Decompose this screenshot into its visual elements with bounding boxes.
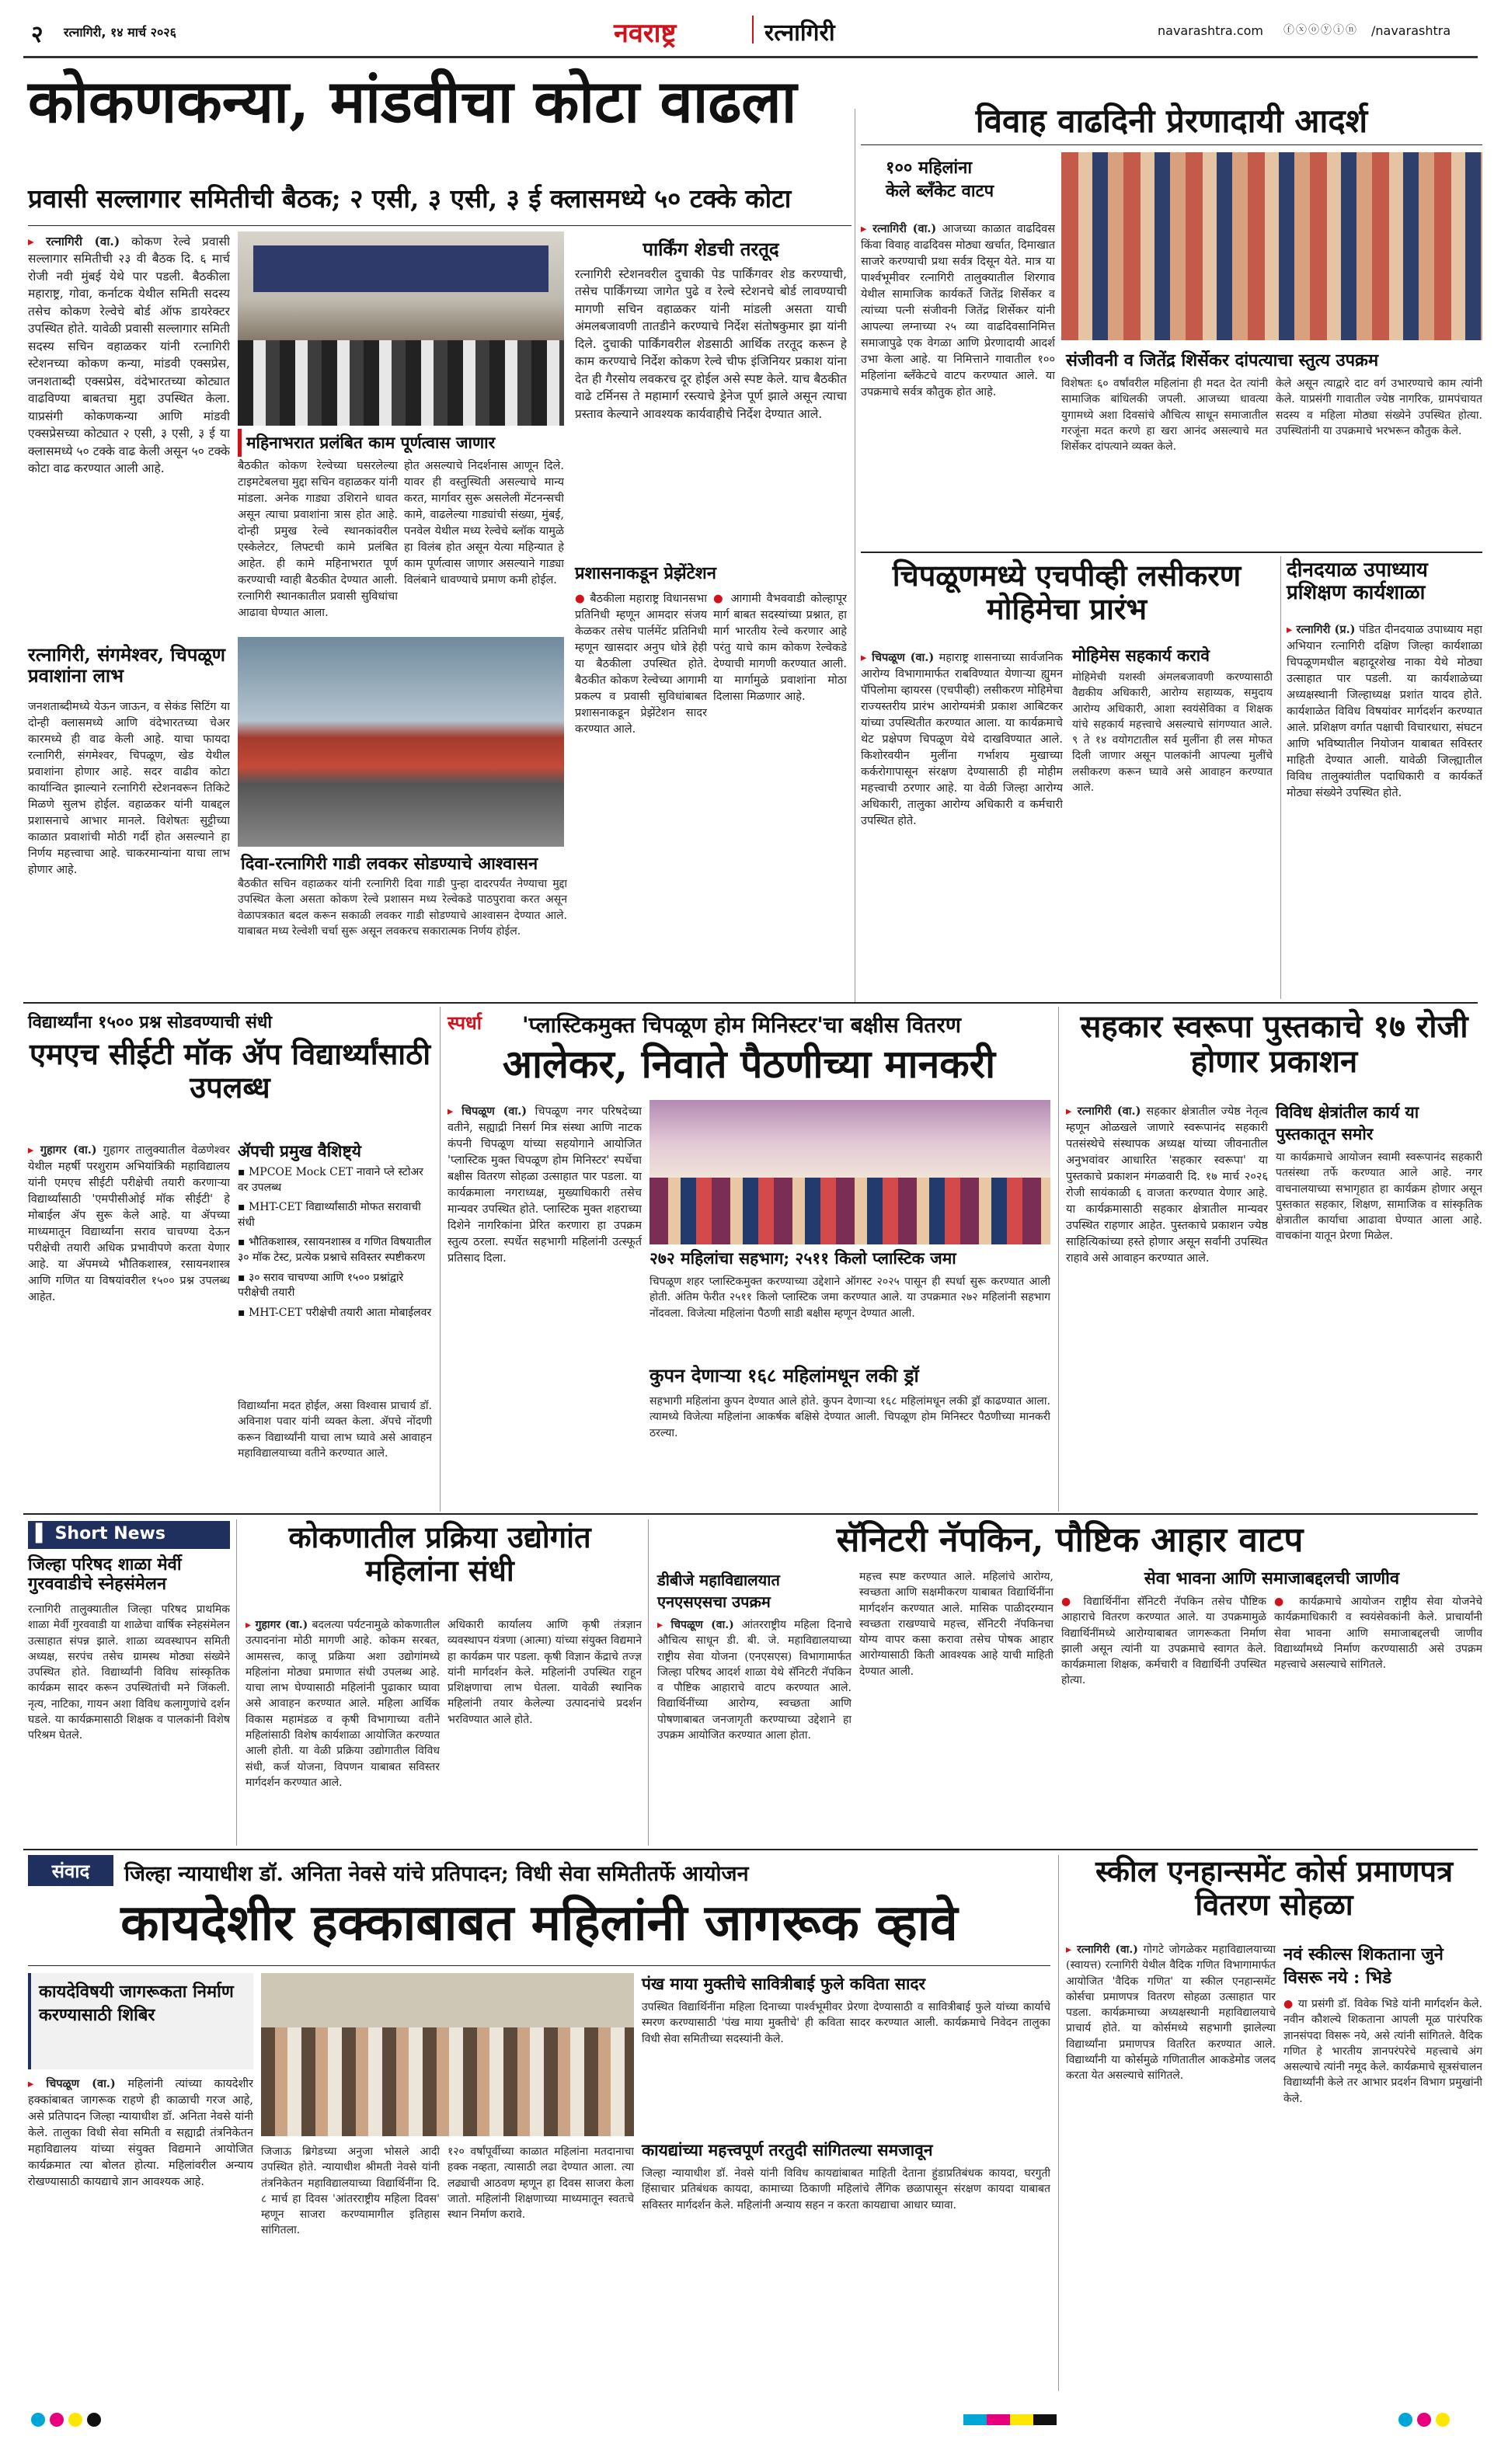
law-provisions-body: जिल्हा न्यायाधीश डॉ. नेवसे यांनी विविध कायद्यांबाबत माहिती देताना हुंडाप्रतिबंधक कायदा, घरगुती हिंसाचार प्रतिबंधक कायदा, कामाच्या ठिकाणी महिलांचे लैंगिक छळापासून संरक्षण कायदा याबाबत सविस्तर मार्गदर्शन केले. महिलांनी अन्याय सहन न करता कायद्याचा आधार घ्यावा. [642,2167,1050,2212]
masthead [0,0,1501,62]
city-edition: रत्नागिरी [764,19,835,47]
cet-features-list [238,1165,432,1325]
contest-tag: स्पर्धा [448,1011,482,1034]
hpv-headline: चिपळूणमध्ये एचपीव्ही लसीकरण मोहिमेचा प्रारंभ [892,558,1242,626]
wedding-body-2: विशेषतः ६० वर्षांवरील महिलांना ही मदत देत त्यांनी सामाजिक बांधिलकी जपली. आजच्या धावत्या युगामध्ये अशा दिवसांचे औचित्य साधून समाजातील गरजूंना मदत करणे हा खरा आनंद असल्याचे मत शिर्सेकर दांपत्याने व्यक्त केले. [1061,378,1268,454]
color-marks [31,2408,1468,2431]
hpv-subhead: मोहिमेस सहकार्य करावे [1072,646,1210,665]
sanitary-sub-2: एनएसएसचा उपक्रम [657,1592,771,1611]
law-body-2: जिजाऊ ब्रिगेडच्या अनुजा भोसले आदी उपस्थित होते. न्यायाधीश श्रीमती नेवसे यांनी तंत्रनिकेतन महाविद्यालयाच्या विद्यार्थिनींना दि. ८ मार्च हा दिवस 'आंतरराष्ट्रीय महिला दिवस' म्हणून साजरा करण्यामागील इतिहास सांगितला. [261,2146,440,2237]
website[interactable]: navarashtra.com [1158,23,1263,38]
presentation-body-2: ● आगामी वैभववाडी कोल्हापूर मार्ग बाबत सदस्यांच्या प्रश्नात, हा मार्ग भारतीय रेल्वे करणार आहे परंतु याचे काम कोकण रेल्वेकडे देण्याची मागणी करण्यात आली. या मार्गामुळे प्रवाशांना मोठा दिलासा मिळणार आहे. [713,592,847,704]
cet-headline: एमएच सीईटी मॉक ॲप विद्यार्थ्यांसाठी उपलब्ध [29,1036,431,1105]
book-headline: सहकार स्वरूपा पुस्तकाचे १७ रोजी होणार प्रकाशन [1080,1008,1468,1080]
wedding-headline: विवाह वाढदिनी प्रेरणादायी आदर्श [975,102,1368,140]
news-icon: ▌ [36,1524,55,1543]
poem-head: पंख माया मुक्तीचे सावित्रीबाई फुले कविता सादर [642,1974,926,1993]
law-photo [261,1973,634,2136]
skill-body: ▸ रत्नागिरी (वा.) गोगटे जोगळेकर महाविद्यालयाच्या (स्वायत्त) रत्नागिरी येथील वैदिक गणित विभागामार्फत आयोजित 'वैदिक गणित' या स्कील एनहान्समेंट कोर्सचा प्रमाणपत्र वितरण सोहळा उत्साहात पार पडला. कार्यक्रमाच्या अध्यक्षस्थानी महाविद्यालयाचे प्राचार्य होते. या कोर्समध्ये सहभागी झालेल्या विद्यार्थ्यांना प्रमाणपत्र वितरित करण्यात आले. विद्यार्थ्यांनी या कोर्समुळे गणितातील आकडेमोड जलद करता येत असल्याचे सांगितले. [1066,1944,1276,2083]
meeting-photo [238,231,564,426]
short-news-body: रत्नागिरी तालुक्यातील जिल्हा परिषद प्राथमिक शाळा मेर्वी गुरववाडी या शाळेचा वार्षिक स्नेहसंमेलन उत्साहात संपन्न झाले. शाळा व्यवस्थापन समिती अध्यक्ष, सरपंच तसेच ग्रामस्थ मोठ्या संख्येने उपस्थित होते. विद्यार्थ्यांनी विविध सांस्कृतिक कार्यक्रम सादर करून उपस्थितांची मने जिंकली. नृत्य, नाटिका, गायन अशा विविध कलागुणांचे दर्शन घडले. या कार्यक्रमासाठी शिक्षक व पालकांनी विशेष परिश्रम घेतले. [28,1603,230,1742]
law-body: ▸ चिपळूण (वा.) महिलांनी त्यांच्या कायदेशीर हक्कांबाबत जागरूक राहणे ही काळाची गरज आहे, असे प्रतिपादन जिल्हा न्यायाधीश डॉ. अनिता नेवसे यांनी केले. तालुका विधी सेवा समिती व सह्याद्री तंत्रनिकेतन महाविद्यालय यांच्या संयुक्त विद्यमाने आयोजित कार्यक्रमात त्या बोलत होत्या. महिलांवरील अन्याय रोखण्यासाठी कायद्याचे ज्ञान आवश्यक आहे. [28,2077,253,2189]
short-news-headline: जिल्हा परिषद शाळा मेर्वी गुरववाडीचे स्नेहसंमेलन [28,1554,182,1594]
training-headline: दीनदयाळ उपाध्याय प्रशिक्षण कार्यशाळा [1287,559,1428,605]
wedding-subhead-2: केले ब्लँकेट वाटप [886,181,994,201]
lead-body-2: बैठकीत कोकण रेल्वेच्या घसरलेल्या टाइमटेबलचा मुद्दा सचिन वहाळकर यांनी मांडला. अनेक गाड्या उशिराने धावत असून त्याचा प्रवाशांना त्रास होत आहे. दोन्ही प्रमुख रेल्वे स्थानकांवरील एस्केलेटर, लिफ्टची कामे प्रलंबित आहेत. ही कामे महिनाभरात पूर्ण करण्याची ग्वाही बैठकीत देण्यात आली. रत्नागिरी स्थानकातील प्रवासी सुविधांचा आढावा घेण्यात आला. [238,460,398,620]
book-subhead: विविध क्षेत्रांतील कार्य या पुस्तकातून समोर [1276,1102,1419,1143]
contest-headline-1: 'प्लास्टिकमुक्त चिपळूण होम मिनिस्टर'चा बक्षीस वितरण [522,1012,962,1038]
sanitary-headline: सॅनिटरी नॅपकिन, पौष्टिक आहार वाटप [836,1520,1304,1560]
skill-subhead: नवं स्कील्स शिकताना जुने विसरू नये : भिडे [1283,1944,1444,1988]
presentation-body-1: ● बैठकीला महाराष्ट्र विधानसभा प्रतिनिधी म्हणून आमदार संजय केळकर तसेच पार्लमेंट प्रतिनिधी म्हणून खासदार अनुप धोत्रे हेही या बैठकीला उपस्थित होते. बैठकीत कोकण रेल्वेच्या आगामी प्रकल्प व प्रवासी सुविधांबाबत प्रशासनाकडून प्रेझेंटेशन सादर करण्यात आले. [575,592,707,736]
lead-body-3: होत असल्याचे निदर्शनास आणून दिले. यावर ही वस्तुस्थिती असल्याचे मान्य करत, मार्गावर सुरू असलेली मेंटनन्सची कामे, वाढलेल्या गाड्यांची संख्या, मुंबई, पनवेल येथील मध्य रेल्वेचे ब्लॉक यामुळे हा विलंब होत असून येत्या महिन्यात हे काम पूर्णत्वास जाणार असल्याने गाड्या विलंबाने धावण्याचे प्रमाण कमी होईल. [404,460,564,587]
samvad-tag: संवाद [28,1855,113,1886]
wedding-body-3: केले असून त्याद्वारे दाट वर्ग उभारण्याचे काम त्यांनी केले. याप्रसंगी गावातील ज्येष्ठ नागरिक, ग्रामपंचायत सदस्य व महिला मोठ्या संख्येने उपस्थित होत्या. उपस्थितांनी या उपक्रमाचे भरभरून कौतुक केले. [1276,378,1482,437]
passenger-body: जनशताब्दीमध्ये येऊन जाऊन, व सेकंड सिटिंग या दोन्ही क्लासमध्ये आणि वंदेभारतच्या चेअर कारमध्ये ही वाढ केली आहे. याचा फायदा रत्नागिरी, संगमेश्वर, चिपळूण, खेड येथील प्रवाशांना होणार आहे. सदर वाढीव कोटा कार्यान्वित झाल्याने रत्नागिरी स्टेशनवरून तिकिटे मिळणे सुलभ होईल. वहाळकर यांनी याबद्दल प्रशासनाचे आभार मानले. विशेषतः सुट्टीच्या काळात प्रवाशांची मोठी गर्दी होत असल्याने हा निर्णय महत्त्वाचा आहे. चाकरमान्यांना याचा लाभ होणार आहे. [28,701,230,877]
contest-photo [650,1100,1050,1244]
page-date: रत्नागिरी, १४ मार्च २०२६ [64,25,176,40]
wedding-subhead-1: १०० महिलांना [886,158,973,178]
social-icons[interactable]: ⓕⓧⓞⓨⓘⓝ [1283,24,1358,37]
feature-item: ▪ MPCOE Mock CET नावाने प्ले स्टोअर वर उपलब्ध [238,1166,423,1194]
wedding-caption: संजीवनी व जितेंद्र शिर्सेकर दांपत्याचा स्तुत्य उपक्रम [1066,350,1379,371]
industry-headline: कोकणातील प्रक्रिया उद्योगांत महिलांना संधी [288,1519,591,1588]
cet-features-head: ॲपची प्रमुख वैशिष्ट्ये [238,1141,361,1161]
feature-item: ▪ MHT-CET विद्यार्थ्यांसाठी मोफत सरावाची संधी [238,1201,421,1229]
law-provisions-head: कायद्यांच्या महत्त्वपूर्ण तरतुदी सांगितल्या समजावून [642,2140,933,2159]
book-body-2: या कार्यक्रमाचे आयोजन स्वामी स्वरूपानंद सहकारी पतसंस्था तर्फे करण्यात आले आहे. नगर वाचनालयाच्या सभागृहात हा कार्यक्रम होणार असून पुस्तकात सहकार, शिक्षण, सामाजिक व सांस्कृतिक क्षेत्रातील कार्याचा आढावा घेण्यात आला आहे. वाचकांना यातून प्रेरणा मिळेल. [1276,1151,1482,1243]
contest-headline-2: आलेकर, निवाते पैठणीच्या मानकरी [502,1041,996,1087]
sanitary-body-4: ● कार्यक्रमाचे आयोजन राष्ट्रीय सेवा योजनेचे कार्यक्रमाधिकारी व स्वयंसेवकांनी केले. प्राचार्यांनी सेवा भावना आणि समाजाबद्दलची जाणीव विद्यार्थ्यांमध्ये निर्माण करण्यासाठी असे उपक्रम महत्त्वाचे असल्याचे सांगितले. [1274,1596,1482,1672]
sanitary-body: ▸ चिपळूण (वा.) आंतरराष्ट्रीय महिला दिनाचे औचित्य साधून डी. बी. जे. महाविद्यालयाच्या राष्ट्रीय सेवा योजना (एनएसएस) विभागामार्फत जिल्हा परिषद आदर्श शाळा येथे सॅनिटरी नॅपकिन व पौष्टिक आहाराचे वाटप करण्यात आले. विद्यार्थिनींच्या आरोग्य, स्वच्छता आणि पोषणाबाबत जनजागृती करण्याच्या उद्देशाने हा उपक्रम आयोजित करण्यात आला होता. [657,1619,851,1742]
social-handle[interactable]: /navarashtra [1371,23,1451,38]
industry-body: ▸ गुहागर (वा.) बदलत्या पर्यटनामुळे कोकणातील उत्पादनांना मोठी मागणी आहे. कोकम सरबत, आमसत्त्व, काजू प्रक्रिया अशा उद्योगांमध्ये महिलांना मोठ्या प्रमाणात संधी उपलब्ध आहे. याचा लाभ घेण्यासाठी महिलांनी पुढाकार घ्यावा असे आवाहन करण्यात आले. महिला आर्थिक विकास महामंडळ व कृषी विभागाच्या वतीने महिलांसाठी विशेष कार्यशाळा आयोजित करण्यात आली होती. या वेळी प्रक्रिया उद्योगातील विविध संधी, कर्ज योजना, विपणन याबाबत सविस्तर मार्गदर्शन करण्यात आले. [246,1619,440,1789]
contest-body: ▸ चिपळूण (वा.) चिपळूण नगर परिषदेच्या वतीने, सह्याद्री निसर्ग मित्र संस्था आणि नाटक कंपनी चिपळूण यांच्या सहयोगाने आयोजित 'प्लास्टिक मुक्त चिपळूण होम मिनिस्टर' स्पर्धेचा बक्षीस वितरण सोहळा उत्साहात पार पडला. या कार्यक्रमाला नगराध्यक्ष, मुख्याधिकारी तसेच मान्यवर उपस्थित होते. प्लास्टिक मुक्त शहराच्या दिशेने नागरिकांना प्रेरित करणारा हा उपक्रम स्तुत्य ठरला. स्पर्धेत सहभागी महिलांनी उत्स्फूर्त प्रतिसाद दिला. [448,1105,642,1265]
feature-item: ▪ ३० सराव चाचण्या आणि १५०० प्रश्नांद्वारे परीक्षेची तयारी [238,1271,404,1300]
lead-subheadline: प्रवासी सल्लागार समितीची बैठक; २ एसी, ३ एसी, ३ ई क्लासमध्ये ५० टक्के कोटा [28,183,792,214]
cet-body-2: विद्यार्थ्यांना मदत होईल, असा विश्वास प्राचार्य डॉ. अविनाश पवार यांनी व्यक्त केला. ॲपचे नोंदणी करून विद्यार्थ्यांनी याचा लाभ घ्यावे असे आवाहन महाविद्यालयाच्या वतीने करण्यात आले. [238,1400,432,1460]
cet-topline: विद्यार्थ्यांना १५०० प्रश्न सोडवण्याची संधी [28,1012,273,1032]
cet-body: ▸ गुहागर (वा.) गुहागर तालुक्यातील वेळणेश्वर येथील महर्षी परशुराम अभियांत्रिकी महाविद्यालय यांनी एमएच सीईटी परीक्षेची तयारी करणाऱ्या विद्यार्थ्यांसाठी 'एमपीसीओई मॉक सीईटी' हे मोबाईल ॲप सुरू केले आहे. या ॲपच्या माध्यमातून विद्यार्थ्यांना सराव चाचण्या देऊन परीक्षेची तयारी अधिक प्रभावीपणे करता येणार आहे. या ॲपमध्ये भौतिकशास्त्र, रसायनशास्त्र आणि गणित या विषयांवरील १५०० प्रश्न उपलब्ध आहेत. [28,1143,230,1304]
training-body: ▸ रत्नागिरी (प्र.) पंडित दीनदयाळ उपाध्याय महा अभियान रत्नागिरी दक्षिण जिल्हा कार्यशाळा चिपळूणमधील बहादूरशेख नाका येथे मोठ्या उत्साहात पार पडली. या कार्यशाळेच्या अध्यक्षस्थानी जिल्हाध्यक्ष प्रशांत यादव होते. कार्यशाळेत विविध विषयांवर मार्गदर्शन करण्यात आले. प्रशिक्षण वर्गात पक्षाची विचारधारा, संघटन आणि भविष्यातील नियोजन याबाबत सविस्तर माहिती देण्यात आली. यावेळी जिल्ह्यातील विविध तालुक्यांतील पदाधिकारी व कार्यकर्ते मोठ्या संख्येने उपस्थित होते. [1287,623,1482,800]
law-box-head: कायदेविषयी जागरूकता निर्माण करण्यासाठी शिबिर [39,1982,234,2025]
book-body: ▸ रत्नागिरी (वा.) सहकार क्षेत्रातील ज्येष्ठ नेतृत्व म्हणून ओळखले जाणारे स्वरूपानंद सहकारी पतसंस्थेचे संस्थापक अध्यक्ष यांच्या जीवनातील अनुभवांवर आधारित 'सहकार स्वरूपा' या पुस्तकाचे प्रकाशन मंगळवारी दि. १७ मार्च २०२६ रोजी सायंकाळी ६ वाजता करण्यात येणार आहे. या कार्यक्रमासाठी सहकार क्षेत्रातील मान्यवर उपस्थित राहणार आहेत. पुस्तकाचे प्रकाशन ज्येष्ठ साहित्यिकांच्या हस्ते होणार असून सर्वांनी उपस्थित राहावे असे आवाहन करण्यात आले. [1066,1105,1268,1265]
hpv-body-2: मोहिमेची यशस्वी अंमलबजावणी करण्यासाठी वैद्यकीय अधिकारी, आरोग्य सहाय्यक, समुदाय आरोग्य अधिकारी, आशा स्वयंसेविका व शिक्षक यांचे सहकार्य महत्त्वाचे असल्याचे सांगण्यात आले. ९ ते १४ वयोगटातील सर्व मुलींना ही लस मोफत दिली जाणार असून पालकांनी आपल्या मुलींचे लसीकरण करून घ्यावे असे आवाहन करण्यात आले. [1072,671,1273,795]
skill-headline: स्कील एनहान्समेंट कोर्स प्रमाणपत्र वितरण सोहळा [1095,1853,1454,1922]
feature-item: ▪ भौतिकशास्त्र, रसायनशास्त्र व गणित विषयातील ३० मॉक टेस्ट, प्रत्येक प्रश्नाचे सविस्तर स्पष्टीकरण [238,1236,432,1264]
feature-item: ▪ MHT-CET परीक्षेची तयारी आता मोबाईलवर [238,1306,432,1319]
sanitary-subhead: सेवा भावना आणि समाजाबद्दलची जाणीव [1144,1568,1400,1589]
parking-body: रत्नागिरी स्टेशनवरील दुचाकी पेड पार्किंगवर शेड करण्याची, तसेच पार्किंगच्या जागेत पुढे व रेल्वे स्टेशनचे बोर्ड लावण्याची मागणी सचिन वहाळकर यांनी मांडली असता याची अंमलबजावणी तातडीने करण्याचे निर्देश संतोषकुमार झा यांनी दिले. दुचाकी पार्किंगवरील शेडसाठी आर्थिक तरतूद करून हे काम करण्याचे निर्देश कोकण रेल्वे चीफ इंजिनियर प्रकाश यांना देत ही गैरसोय लवकरच दूर होईल असे स्पष्ट केले. याच बैठकीत वाढे टर्मिनस ते महामार्ग रस्त्याचे ड्रेनेज पूर्ण झाले असून त्याचा प्रस्ताव केल्याने आवश्यक कार्यवाहीचे निर्देश देण्यात आले. [575,267,847,421]
sanitary-sub-1: डीबीजे महाविद्यालयात [657,1571,780,1589]
lead-headline: कोकणकन्या, मांडवीचा कोटा वाढला [28,67,797,136]
train-photo [238,637,564,847]
page-number: २ [31,21,44,48]
meeting-caption: महिनाभरात प्रलंबित काम पूर्णत्वास जाणार [238,429,564,457]
lucky-draw-head: कुपन देणाऱ्या १६८ महिलांमधून लकी ड्रॉ [650,1364,919,1387]
wedding-body: ▸ रत्नागिरी (वा.) आजच्या काळात वाढदिवस किंवा विवाह वाढदिवस मोठ्या खर्चात, दिमाखात साजरे करण्याची प्रथा सर्वत्र दिसून येते. मात्र या पार्श्वभूमीवर रत्नागिरी तालुक्यातील शिरगाव येथील सामाजिक कार्यकर्ते जितेंद्र शिर्सेकर व त्यांच्या पत्नी संजीवनी जितेंद्र शिर्सेकर यांनी आपल्या लग्नाच्या २५ व्या वाढदिवसानिमित्त समाजापुढे एक वेगळा आणि प्रेरणादायी आदर्श उभा केला आहे. या निमित्ताने गावातील १०० महिलांना ब्लँकेटचे वाटप करण्यात आले. या उपक्रमाचे सर्वत्र कौतुक होत आहे. [861,222,1055,399]
passenger-headline: रत्नागिरी, संगमेश्वर, चिपळूण प्रवाशांना लाभ [28,643,226,687]
wedding-photo [1061,152,1482,340]
industry-body-2: अधिकारी कार्यालय आणि कृषी तंत्रज्ञान व्यवस्थापन यंत्रणा (आत्मा) यांच्या संयुक्त विद्यमाने हा कार्यक्रम पार पडला. कृषी विज्ञान केंद्राचे तज्ज्ञ यांनी मार्गदर्शन केले. महिलांनी उपस्थित राहून प्रशिक्षणाचा लाभ घेतला. यावेळी स्थानिक महिलांनी तयार केलेल्या उत्पादनांचे प्रदर्शन भरविण्यात आले होते. [448,1619,642,1726]
sanitary-body-3: ● विद्यार्थिनींना सॅनिटरी नॅपकिन तसेच पौष्टिक आहाराचे वितरण करण्यात आले. या उपक्रमामुळे विद्यार्थिनींमध्ये आरोग्याबाबत जागरूकता निर्माण झाली असून त्यांनी या उपक्रमाचे स्वागत केले. कार्यक्रमाला शिक्षक, कर्मचारी व विद्यार्थिनी उपस्थित होत्या. [1061,1596,1266,1687]
lucky-draw-body: सहभागी महिलांना कुपन देण्यात आले होते. कुपन देणाऱ्या १६८ महिलांमधून लकी ड्रॉ काढण्यात आला. त्यामध्ये विजेत्या महिलांना आकर्षक बक्षिसे देण्यात आली. चिपळूण होम मिनिस्टर पैठणीच्या मानकरी ठरल्या. [650,1395,1050,1439]
contest-photo-body: चिपळूण शहर प्लास्टिकमुक्त करण्याच्या उद्देशाने ऑगस्ट २०२५ पासून ही स्पर्धा सुरू करण्यात आली होती. अंतिम फेरीत २५११ किलो प्लास्टिक जमा करण्यात आले. या उपक्रमात २७२ महिलांनी सहभाग नोंदवला. विजेत्या महिलांना पैठणी साडी बक्षीस म्हणून देण्यात आली. [650,1276,1050,1320]
contest-photo-head: २७२ महिलांचा सहभाग; २५११ किलो प्लास्टिक जमा [650,1248,956,1268]
parking-subhead: पार्किंग शेडची तरतूद [643,238,779,260]
brand-logo: नवराष्ट्र [614,18,677,49]
hpv-body: ▸ चिपळूण (वा.) महाराष्ट्र शासनाच्या सार्वजनिक आरोग्य विभागामार्फत राबविण्यात येणाऱ्या ह्युमन पॅपिलोमा व्हायरस (एचपीव्ही) लसीकरण मोहिमेचा राज्यस्तरीय प्रारंभ आरोग्यमंत्री प्रकाश आबिटकर यांच्या उपस्थितीत करण्यात आला. या कार्यक्रमाचे थेट प्रक्षेपण चिपळूण येथे दाखविण्यात आले. किशोरवयीन मुलींना गर्भाशय मुखाच्या कर्करोगापासून संरक्षण देण्यासाठी ही मोहीम महत्त्वाची ठरणार आहे. या वेळी जिल्हा आरोग्य अधिकारी, तालुका आरोग्य अधिकारी व कर्मचारी उपस्थित होते. [861,651,1063,828]
lead-body-1: ▸ रत्नागिरी (वा.) कोकण रेल्वे प्रवासी सल्लागार समितीची २३ वी बैठक दि. ६ मार्च रोजी नवी मुंबई येथे पार पडली. बैठकीला महाराष्ट्र, गोवा, कर्नाटक येथील समिती सदस्य तसेच कोकण रेल्वेचे बोर्ड ऑफ डायरेक्टर उपस्थित होते. यावेळी प्रवासी सल्लागार समिती सदस्य सचिन वहाळकर यांनी रत्नागिरी स्टेशनच्या कोकण कन्या, मांडवी एक्सप्रेस, जनशताब्दी एक्सप्रेस, वंदेभारतच्या कोट्यात वाढविण्या बाबतचा मुद्दा उपस्थित केला. याप्रसंगी कोकणकन्या आणि मांडवी एक्सप्रेसच्या कोट्यात २ एसी, ३ एसी, ३ ई या क्लासमध्ये ५० टक्के वाढ केली असून ५० टक्के कोटा वाढ करण्यात आली आहे. [28,234,230,476]
law-topline: जिल्हा न्यायाधीश डॉ. अनिता नेवसे यांचे प्रतिपादन; विधी सेवा समितीतर्फे आयोजन [124,1862,749,1886]
sanitary-body-2: महत्त्व स्पष्ट करण्यात आले. महिलांचे आरोग्य, स्वच्छता आणि सक्षमीकरण याबाबत विद्यार्थिनींना मार्गदर्शन करण्यात आले. मासिक पाळीदरम्यान स्वच्छता राखण्याचे महत्त्व, सॅनिटरी नॅपकिनचा योग्य वापर कसा करावा तसेच पोषक आहार आरोग्यासाठी किती आवश्यक आहे याची माहिती देण्यात आली. [859,1571,1053,1678]
short-news-badge: ▌ Short News [28,1521,230,1549]
poem-body: उपस्थित विद्यार्थिनींना महिला दिनाच्या पार्श्वभूमीवर प्रेरणा देण्यासाठी व सावित्रीबाई फुले यांच्या कार्याचे स्मरण करण्यासाठी 'पंख माया मुक्तीचे' ही कविता सादर करण्यात आली. कार्यक्रमाचे निवेदन तालुका विधी सेवा समितीच्या सदस्यांनी केले. [642,2001,1050,2045]
train-body: बैठकीत सचिन वहाळकर यांनी रत्नागिरी दिवा गाडी पुन्हा दादरपर्यंत नेण्याचा मुद्दा उपस्थित केला असता कोकण रेल्वे प्रशासन मध्य रेल्वेकडे पाठपुरावा करत असून वेळापत्रकात बदल करून सकाळी लवकर गाडी सोडण्याचे आश्वासन देण्यात आले. याबाबत मध्य रेल्वेशी चर्चा सुरू असून लवकरच सकारात्मक निर्णय होईल. [238,878,567,938]
law-headline: कायदेशीर हक्काबाबत महिलांनी जागरूक व्हावे [120,1894,958,1952]
presentation-subhead: प्रशासनाकडून प्रेझेंटेशन [575,563,716,583]
law-body-3: १२० वर्षांपूर्वीच्या काळात महिलांना मतदानाचा हक्क नव्हता, त्यासाठी लढा देण्यात आला. त्या लढ्याची आठवण म्हणून हा दिवस साजरा केला जातो. महिलांनी शिक्षणाच्या माध्यमातून स्वतःचे स्थान निर्माण करावे. [448,2146,634,2222]
train-caption: दिवा-रत्नागिरी गाडी लवकर सोडण्याचे आश्वासन [241,854,538,874]
skill-body-2: ● या प्रसंगी डॉ. विवेक भिडे यांनी मार्गदर्शन केले. नवीन कौशल्ये शिकताना आपली मूळ पारंपरिक ज्ञानसंपदा विसरू नये, असे त्यांनी सांगितले. वैदिक गणित हे भारतीय ज्ञानपरंपरेचे महत्त्वाचे अंग असल्याचे त्यांनी नमूद केले. कार्यक्रमाचे सूत्रसंचालन विद्यार्थ्यांनी केले तर आभार प्रदर्शन विभाग प्रमुखांनी केले. [1283,1998,1482,2105]
